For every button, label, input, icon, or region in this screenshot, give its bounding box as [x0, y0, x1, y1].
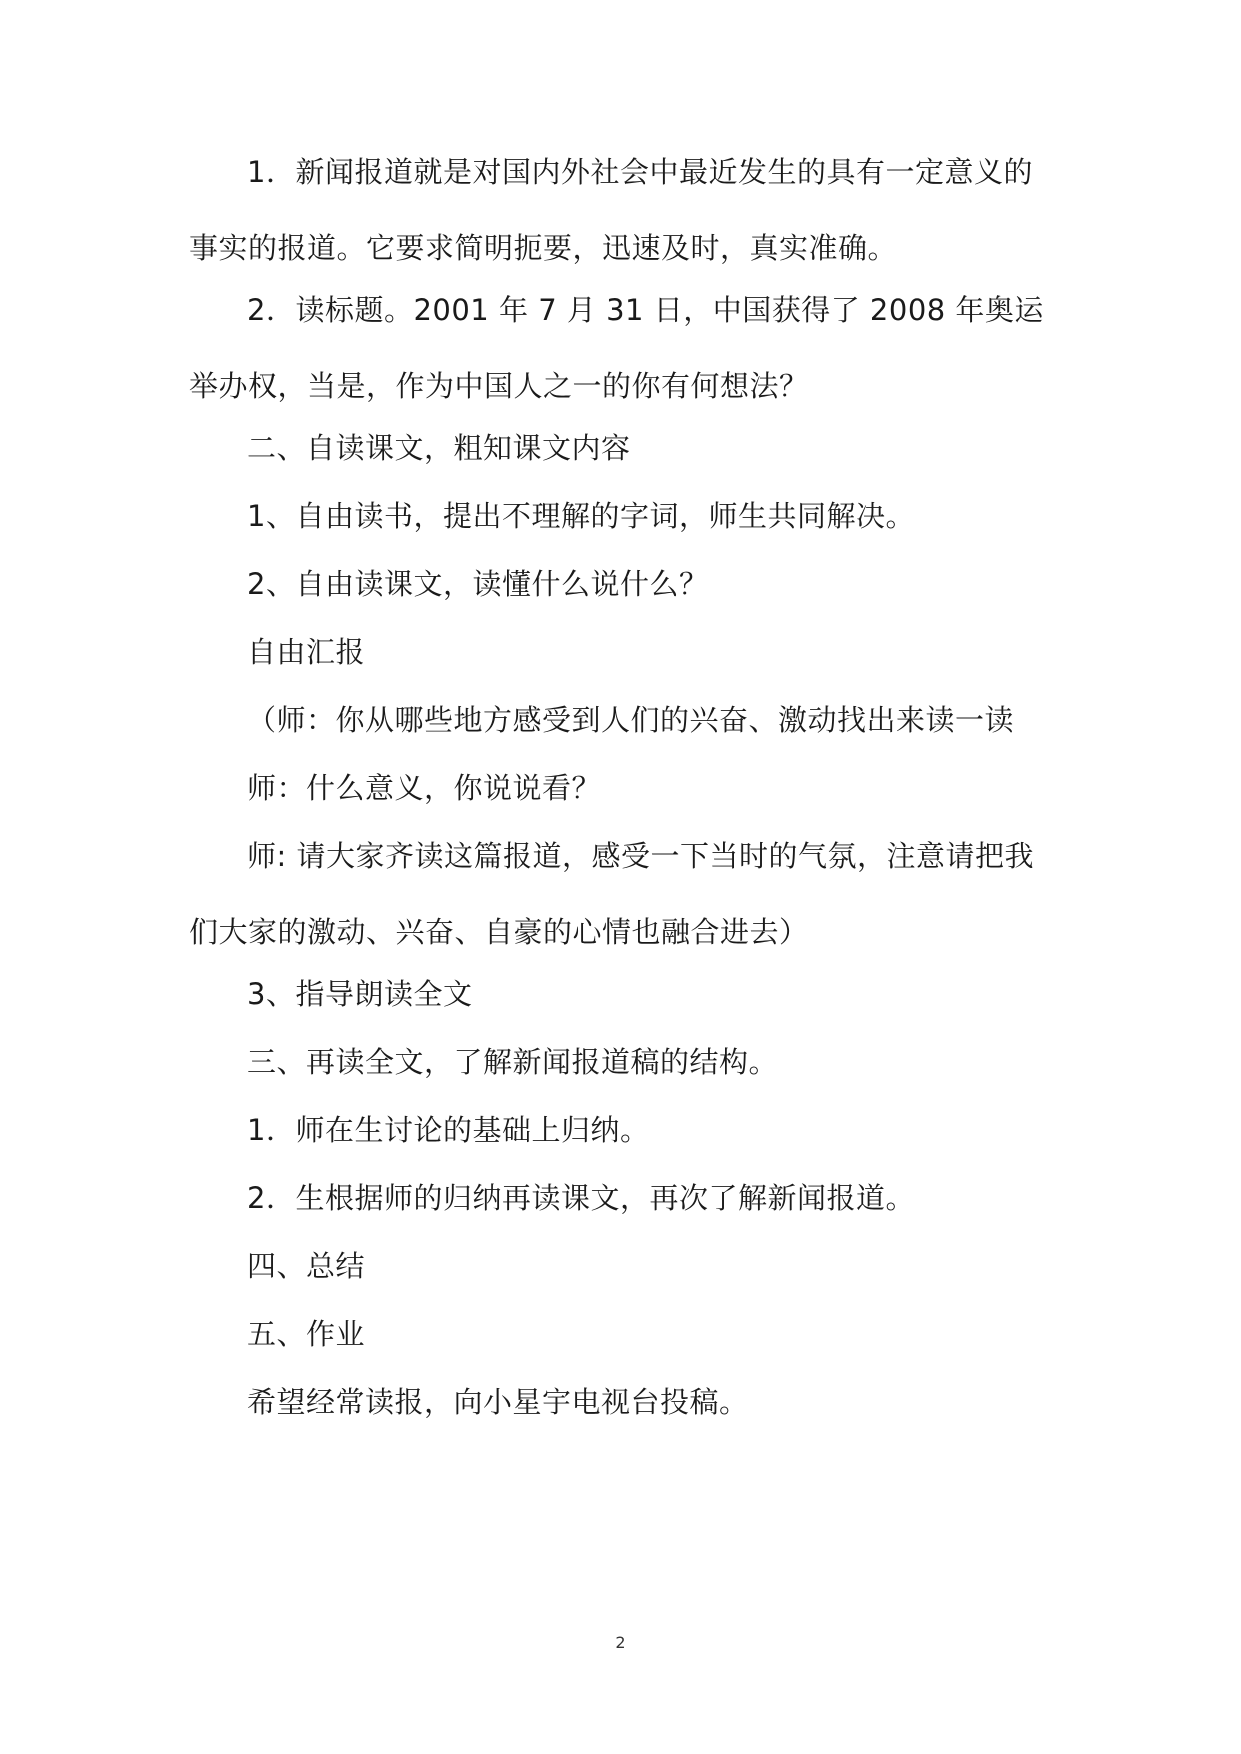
- list-item: 3、指导朗读全文: [247, 977, 473, 1011]
- paragraph-teacher-question-2: 师：什么意义，你说说看？: [247, 771, 602, 805]
- section-heading-four: 四、总结: [247, 1249, 366, 1283]
- page-number: 2: [615, 1633, 626, 1652]
- list-item: 1、自由读书，提出不理解的字词，师生共同解决。: [247, 499, 915, 533]
- paragraph-read-title: 2．读标题。2001 年 7 月 31 日，中国获得了 2008 年奥运举办权，当是，作为中国人之一的你有何想法？: [189, 293, 1044, 403]
- paragraph-news-definition: 1．新闻报道就是对国内外社会中最近发生的具有一定意义的事实的报道。它要求简明扼要，迅速及时，真实准确。: [189, 155, 1033, 265]
- section-heading-five: 五、作业: [247, 1317, 366, 1351]
- list-item: 2．生根据师的归纳再读课文，再次了解新闻报道。: [247, 1181, 915, 1215]
- paragraph-teacher-instruction: 师: 请大家齐读这篇报道，感受一下当时的气氛，注意请把我们大家的激动、兴奋、自豪的心情也融合进去）: [189, 839, 1034, 949]
- list-item: 1．师在生讨论的基础上归纳。: [247, 1113, 650, 1147]
- paragraph-free-report: 自由汇报: [247, 635, 366, 669]
- section-heading-two: 二、自读课文，粗知课文内容: [247, 431, 631, 465]
- list-item: 2、自由读课文，读懂什么说什么？: [247, 567, 709, 601]
- section-heading-three: 三、再读全文，了解新闻报道稿的结构。: [247, 1045, 779, 1079]
- paragraph-teacher-question-1: （师：你从哪些地方感受到人们的兴奋、激动找出来读一读: [247, 703, 1015, 737]
- paragraph-homework: 希望经常读报，向小星宇电视台投稿。: [247, 1385, 749, 1419]
